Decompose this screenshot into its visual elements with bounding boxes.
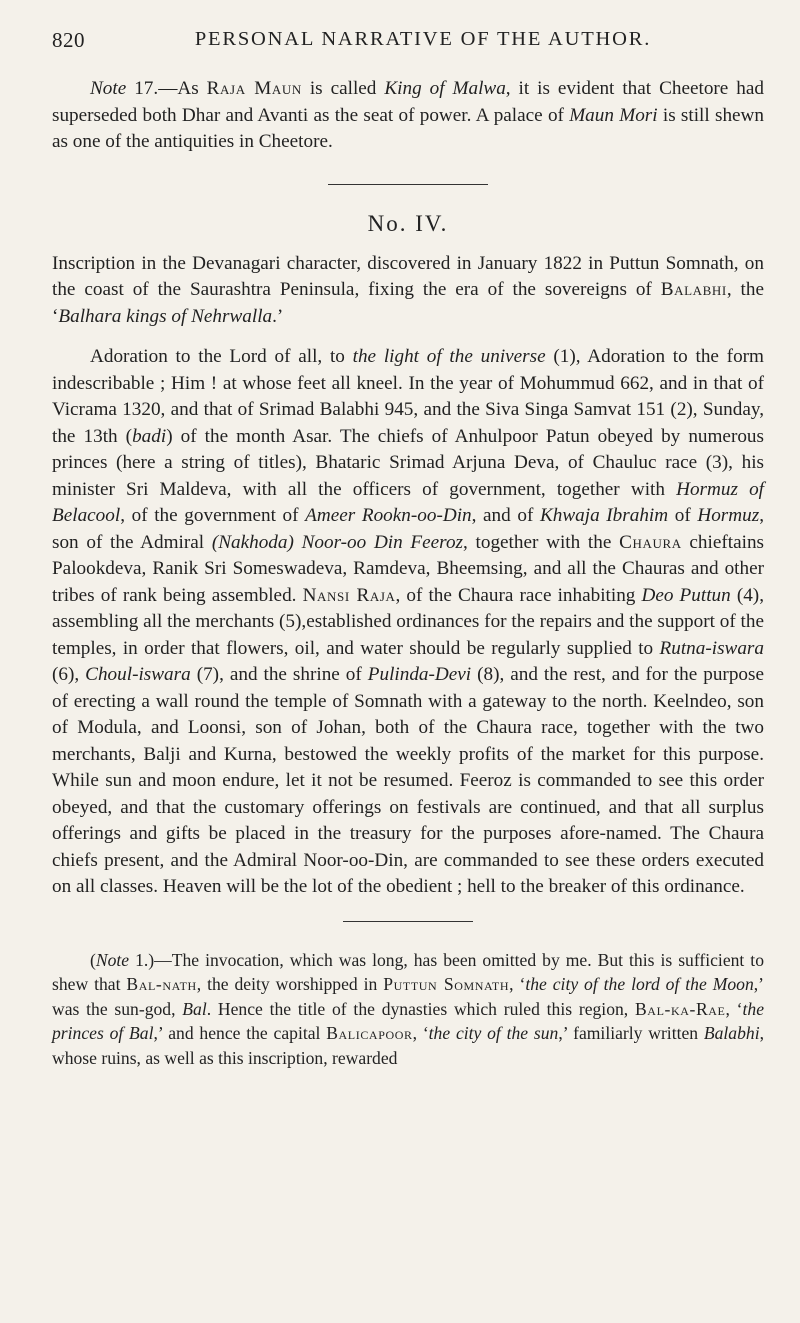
hormuz-name: Hormuz	[697, 505, 760, 526]
inscription-text	[52, 344, 764, 901]
text-run: , ‘	[509, 974, 526, 994]
section-divider	[328, 184, 488, 185]
badi-term: badi	[132, 425, 167, 447]
text-run: is still shewn as one of the antiquities in Cheetore.	[52, 104, 765, 152]
maun-mori-name: Maun Mori	[569, 104, 658, 126]
text-run: , the ‘	[52, 279, 764, 327]
note-number: 17.—As	[126, 78, 207, 99]
text-run: , it is evident that Cheetore had superseded both Dhar and Avanti as the seat of power. A palace of	[52, 78, 764, 126]
pulinda-devi-name: Pulinda-Devi	[367, 664, 472, 685]
text-run: , ‘	[412, 1023, 429, 1043]
choul-iswara-name: Choul-iswara	[85, 664, 191, 685]
balabhi-name: Balabhi	[703, 1023, 760, 1043]
text-run: Inscription in the Devanagari character, discovered in January 1822 in Puttun Somnath, on the coast of the Saurashtra Peninsula, fixing the era of the sovereigns of	[52, 252, 764, 300]
text-run: is called	[301, 78, 385, 99]
city-of-moon-phrase: the city of the lord of the Moon	[525, 974, 754, 994]
ameer-rookn-oo-din-name: Ameer Rookn-oo-Din	[305, 505, 472, 526]
footnote-divider	[343, 921, 473, 922]
balabhi-name: Balabhi	[660, 279, 727, 300]
text-run: chieftains Palookdeva, Ranik Sri Someswadeva, Ramdeva, Bheemsing, and all the Chauras and other tribes of rank being assembled.	[52, 531, 764, 606]
note-label: Note	[90, 78, 127, 99]
book-page	[52, 22, 764, 1070]
page-number: 820	[52, 28, 85, 52]
puttun-somnath-name: Puttun Somnath	[383, 974, 510, 994]
text-run: (4), assembling all the merchants (5),established ordinances for the repairs and the support of the temples, in order that flowers, oil, and water should be regularly supplied to	[52, 584, 764, 659]
section-number: No. IV.	[367, 210, 449, 236]
balicapoor-name: Balicapoor	[326, 1023, 413, 1043]
text-run: (8), and the rest, and for the purpose of erecting a wall round the temple of Somnath with a gateway to the north. Keelndeo, son of Modula, and Loonsi, son of Johan, both of the Chaura race, together with the two merchants, Balji and Kurna, bestowed the weekly profits of the market for this purpose. While sun and moon endure, let it not be resumed. Feeroz is commanded to see this order obeyed, and that the customary offerings on festivals are continued, and that all surplus offerings and gifts be placed in the treasury for the purposes afore-named. The Chaura chiefs present, and the Admiral Noor-oo-Din, are commanded to see these orders executed on all classes. Heaven will be the lot of the obedient ; hell to the breaker of this ordinance.	[52, 664, 764, 897]
chaura-name: Chaura	[619, 531, 682, 553]
text-run: , the deity worshipped in	[196, 974, 384, 994]
note-label: Note	[95, 949, 130, 970]
khwaja-ibrahim-name: Khwaja Ibrahim	[539, 505, 669, 526]
text-run: , whose ruins, as well as this inscription, rewarded	[52, 1023, 764, 1068]
nansi-raja-name: Nansi Raja	[302, 584, 396, 606]
text-run: (7), and the shrine of	[190, 664, 368, 685]
note-17-paragraph	[52, 76, 764, 156]
raja-maun-name: Raja Maun	[206, 78, 302, 99]
text-run: ,’ was the sun-god,	[52, 974, 765, 1019]
balhara-kings-title: Balhara kings of Nehrwalla	[58, 305, 273, 327]
text-run: (	[90, 949, 96, 970]
page-header	[52, 22, 764, 62]
text-run: .’	[272, 305, 284, 327]
text-run: , of the government of	[120, 505, 306, 526]
text-run: ,’ familiarly written	[558, 1023, 704, 1043]
text-run: . Hence the title of the dynasties which ruled this region,	[206, 998, 635, 1019]
light-of-universe-phrase: the light of the universe	[352, 346, 546, 367]
rutna-iswara-name: Rutna-iswara	[659, 637, 764, 659]
text-run: (6),	[52, 664, 86, 685]
text-run: , together with the	[463, 531, 620, 553]
text-run: , and of	[471, 505, 540, 526]
bal-name: Bal	[182, 998, 207, 1019]
text-run: ,’ and hence the capital	[153, 1023, 327, 1043]
king-of-malwa-title: King of Malwa	[384, 78, 506, 99]
running-title: PERSONAL NARRATIVE OF THE AUTHOR.	[194, 28, 652, 50]
princes-of-bal-phrase: the princes of Bal	[52, 998, 765, 1043]
text-run: , ‘	[725, 998, 743, 1019]
text-run: ) of the month Asar. The chiefs of Anhulpoor Patun obeyed by numerous princes (here a string of titles), Bhataric Srimad Arjuna Deva, of Chauluc race (3), his minister Sri Maldeva, with all the officers of government, together with	[52, 425, 764, 500]
text-run: (1), Adoration to the form indescribable ; Him ! at whose feet all kneel. In the year of Mohummud 662, and in that of Vicrama 1320, and that of Srimad Balabhi 945, and the Siva Singa Samvat 151 (2), Sunday, the 13th (	[52, 346, 764, 447]
text-run: Adoration to the Lord of all, to	[90, 346, 353, 367]
hormuz-of-belacool-name: Hormuz of Belacool	[52, 478, 764, 526]
text-run: of	[668, 505, 698, 526]
nakhoda-noor-oo-din-name: (Nakhoda) Noor-oo Din Feeroz	[211, 531, 464, 553]
text-run: , of the Chaura race inhabiting	[395, 584, 642, 606]
inscription-caption	[52, 251, 764, 331]
deo-puttun-name: Deo Puttun	[641, 584, 731, 606]
text-run: , son of the Admiral	[52, 505, 764, 553]
text-run: 1.)—The invocation, which was long, has been omitted by me. But this is sufficient to shew that	[52, 949, 764, 994]
footnote-1	[52, 948, 764, 1071]
bal-ka-rae-name: Bal-ka-Rae	[634, 998, 726, 1019]
city-of-sun-phrase: the city of the sun	[428, 1023, 559, 1043]
bal-nath-name: Bal-nath	[126, 974, 197, 994]
